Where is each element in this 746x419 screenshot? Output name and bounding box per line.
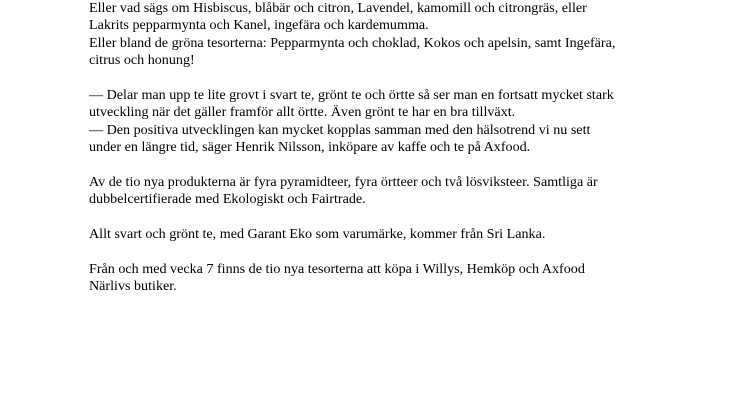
text-line: under en längre tid, säger Henrik Nilsson, inköpare av kaffe och te på Axfood. xyxy=(89,139,531,156)
paragraph-spacer xyxy=(89,244,746,261)
text-line: Allt svart och grönt te, med Garant Eko som varumärke, kommer från Sri Lanka. xyxy=(89,226,546,243)
text-line: dubbelcertifierade med Ekologiskt och Fairtrade. xyxy=(89,191,366,208)
paragraph-quote xyxy=(89,87,746,157)
text-line: citrus och honung! xyxy=(89,52,195,69)
text-line: Från och med vecka 7 finns de tio nya tesorterna att köpa i Willys, Hemköp och Axfood xyxy=(89,261,585,278)
text-line: Eller bland de gröna tesorterna: Pepparmynta och choklad, Kokos och apelsin, samt Ingefära, xyxy=(89,34,616,51)
paragraph-spacer xyxy=(89,157,746,174)
paragraph-origin xyxy=(89,226,746,243)
text-line: — Den positiva utvecklingen kan mycket kopplas samman med den hälsotrend vi nu sett xyxy=(89,121,591,138)
text-line: utveckling när det gäller framför allt örtte. Även grönt te har en bra tillväxt. xyxy=(89,104,516,121)
paragraph-tea-flavors xyxy=(89,0,746,70)
paragraph-spacer xyxy=(89,70,746,87)
text-line: — Delar man upp te lite grovt i svart te, grönt te och örtte så ser man en fortsatt mycket stark xyxy=(89,87,614,104)
text-line: Av de tio nya produkterna är fyra pyramidteer, fyra örtteer och två lösviksteer. Samtliga är xyxy=(89,174,598,191)
text-line: Närlivs butiker. xyxy=(89,278,177,295)
paragraph-spacer xyxy=(89,209,746,226)
paragraph-products xyxy=(89,174,746,209)
text-line: Lakrits pepparmynta och Kanel, ingefära och kardemumma. xyxy=(89,17,429,34)
paragraph-availability xyxy=(89,261,746,296)
text-line: Eller vad sägs om Hisbiscus, blåbär och citron, Lavendel, kamomill och citrongräs, eller xyxy=(89,0,587,16)
